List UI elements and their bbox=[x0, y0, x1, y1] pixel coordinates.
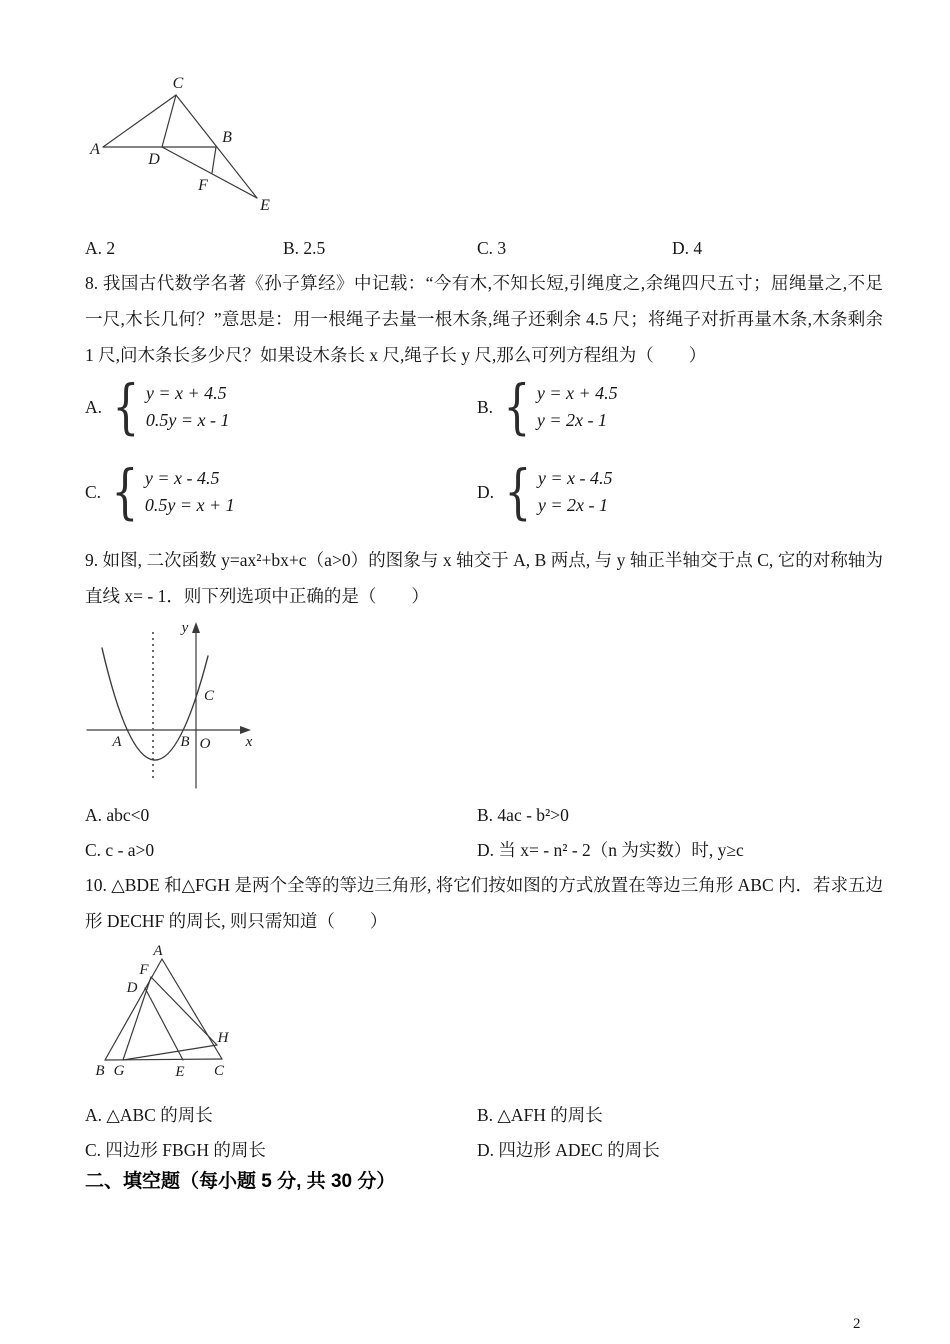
q8-option-a-eq1: y = x + 4.5 bbox=[145, 383, 227, 403]
q10-fig-label-d: D bbox=[126, 980, 138, 996]
q8-option-b-eq1: y = x + 4.5 bbox=[536, 383, 618, 403]
q9-option-a: A. abc<0 bbox=[85, 805, 150, 825]
q10-figure-lines bbox=[105, 959, 222, 1060]
q10-fig-label-a: A bbox=[153, 945, 163, 959]
q10-line-1: 10. △BDE 和△FGH 是两个全等的等边三角形, 将它们按如图的方式放置在等边三角形 ABC 内．若求五边 bbox=[85, 875, 883, 895]
q8-option-d-equations bbox=[538, 465, 613, 519]
left-brace: { bbox=[112, 372, 140, 442]
q9-fig-label-c: C bbox=[203, 688, 215, 704]
q9-line-2: 直线 x= - 1．则下列选项中正确的是（ ） bbox=[85, 586, 429, 606]
q8-line-1: 8. 我国古代数学名著《孙子算经》中记载：“今有木,不知长短,引绳度之,余绳四尺五寸；屈绳量之,不足 bbox=[85, 273, 883, 293]
q8-question-text bbox=[85, 265, 883, 373]
q7-figure-lines bbox=[103, 95, 257, 198]
q7-fig-label-b: B bbox=[222, 129, 232, 146]
q10-fig-label-h: H bbox=[217, 1030, 229, 1046]
left-brace: { bbox=[503, 372, 531, 442]
q9-parabola-figure bbox=[75, 618, 260, 793]
q8-option-c-eq1: y = x - 4.5 bbox=[144, 468, 220, 488]
q8-option-b bbox=[477, 372, 618, 442]
q7-geometry-figure bbox=[85, 70, 285, 220]
q8-option-d-label: D. bbox=[477, 481, 495, 502]
q8-option-b-equations bbox=[537, 380, 618, 434]
q7-option-c: C. 3 bbox=[477, 238, 507, 258]
x-axis-arrow bbox=[240, 726, 251, 734]
y-axis-arrow bbox=[192, 622, 200, 633]
q10-line-2: 形 DECHF 的周长, 则只需知道（ ） bbox=[85, 911, 388, 931]
q9-question-text bbox=[85, 542, 883, 614]
q10-question-text bbox=[85, 867, 883, 939]
q8-option-a-label: A. bbox=[85, 396, 103, 417]
q7-option-b: B. 2.5 bbox=[283, 238, 326, 258]
q9-fig-label-o: O bbox=[199, 736, 211, 752]
q10-fig-label-c: C bbox=[213, 1063, 225, 1079]
q7-fig-label-d: D bbox=[148, 151, 160, 168]
q8-line-3: 1 尺,问木条长多少尺？如果设木条长 x 尺,绳子长 y 尺,那么可列方程组为（ ） bbox=[85, 345, 707, 365]
section-2-header: 二、填空题（每小题 5 分, 共 30 分） bbox=[85, 1171, 396, 1192]
q10-option-c: C. 四边形 FBGH 的周长 bbox=[85, 1140, 266, 1160]
q10-option-d: D. 四边形 ADEC 的周长 bbox=[477, 1140, 660, 1160]
q8-option-d bbox=[477, 457, 613, 527]
q8-option-c-eq2: 0.5y = x + 1 bbox=[144, 495, 235, 515]
q10-fig-label-e: E bbox=[175, 1064, 185, 1080]
q8-option-b-eq2: y = 2x - 1 bbox=[536, 410, 607, 430]
q8-option-c-label: C. bbox=[85, 481, 102, 502]
q8-option-a bbox=[85, 372, 230, 442]
q10-triangles-figure bbox=[88, 945, 268, 1080]
q10-fig-label-g: G bbox=[113, 1063, 125, 1079]
q7-option-d: D. 4 bbox=[672, 238, 703, 258]
q8-option-c-equations bbox=[145, 465, 235, 519]
left-brace: { bbox=[504, 457, 532, 527]
q7-fig-label-e: E bbox=[260, 197, 270, 214]
q8-option-a-eq2: 0.5y = x - 1 bbox=[145, 410, 230, 430]
q8-option-d-eq2: y = 2x - 1 bbox=[537, 495, 608, 515]
q8-option-a-equations bbox=[146, 380, 230, 434]
q8-line-2: 一尺,木长几何？”意思是：用一根绳子去量一根木条,绳子还剩余 4.5 尺；将绳子对折再量木条,木条剩余 bbox=[85, 309, 883, 329]
q7-fig-label-a: A bbox=[90, 141, 100, 158]
q8-option-d-eq1: y = x - 4.5 bbox=[537, 468, 613, 488]
q10-option-a: A. △ABC 的周长 bbox=[85, 1105, 213, 1125]
q10-option-b: B. △AFH 的周长 bbox=[477, 1105, 603, 1125]
q9-line-1: 9. 如图, 二次函数 y=ax²+bx+c（a>0）的图象与 x 轴交于 A, B 两点, 与 y 轴正半轴交于点 C, 它的对称轴为 bbox=[85, 550, 883, 570]
left-brace: { bbox=[111, 457, 139, 527]
q9-fig-label-x: x bbox=[245, 734, 253, 750]
q7-fig-label-c: C bbox=[172, 75, 184, 92]
q9-fig-label-a: A bbox=[112, 734, 122, 750]
page-number: 2 bbox=[853, 1316, 861, 1332]
q10-fig-label-f: F bbox=[139, 962, 149, 978]
q9-option-b: B. 4ac - b²>0 bbox=[477, 805, 569, 825]
q9-axes bbox=[87, 628, 245, 788]
q8-option-b-label: B. bbox=[477, 396, 494, 417]
q9-option-c: C. c - a>0 bbox=[85, 840, 155, 860]
q7-option-a: A. 2 bbox=[85, 238, 116, 258]
q9-fig-label-y: y bbox=[181, 620, 189, 636]
q9-option-d: D. 当 x= - n² - 2（n 为实数）时, y≥c bbox=[477, 840, 744, 860]
q9-fig-label-b: B bbox=[180, 734, 190, 750]
q10-fig-label-b: B bbox=[95, 1063, 105, 1079]
q7-fig-label-f: F bbox=[198, 177, 208, 194]
q8-option-c bbox=[85, 457, 235, 527]
